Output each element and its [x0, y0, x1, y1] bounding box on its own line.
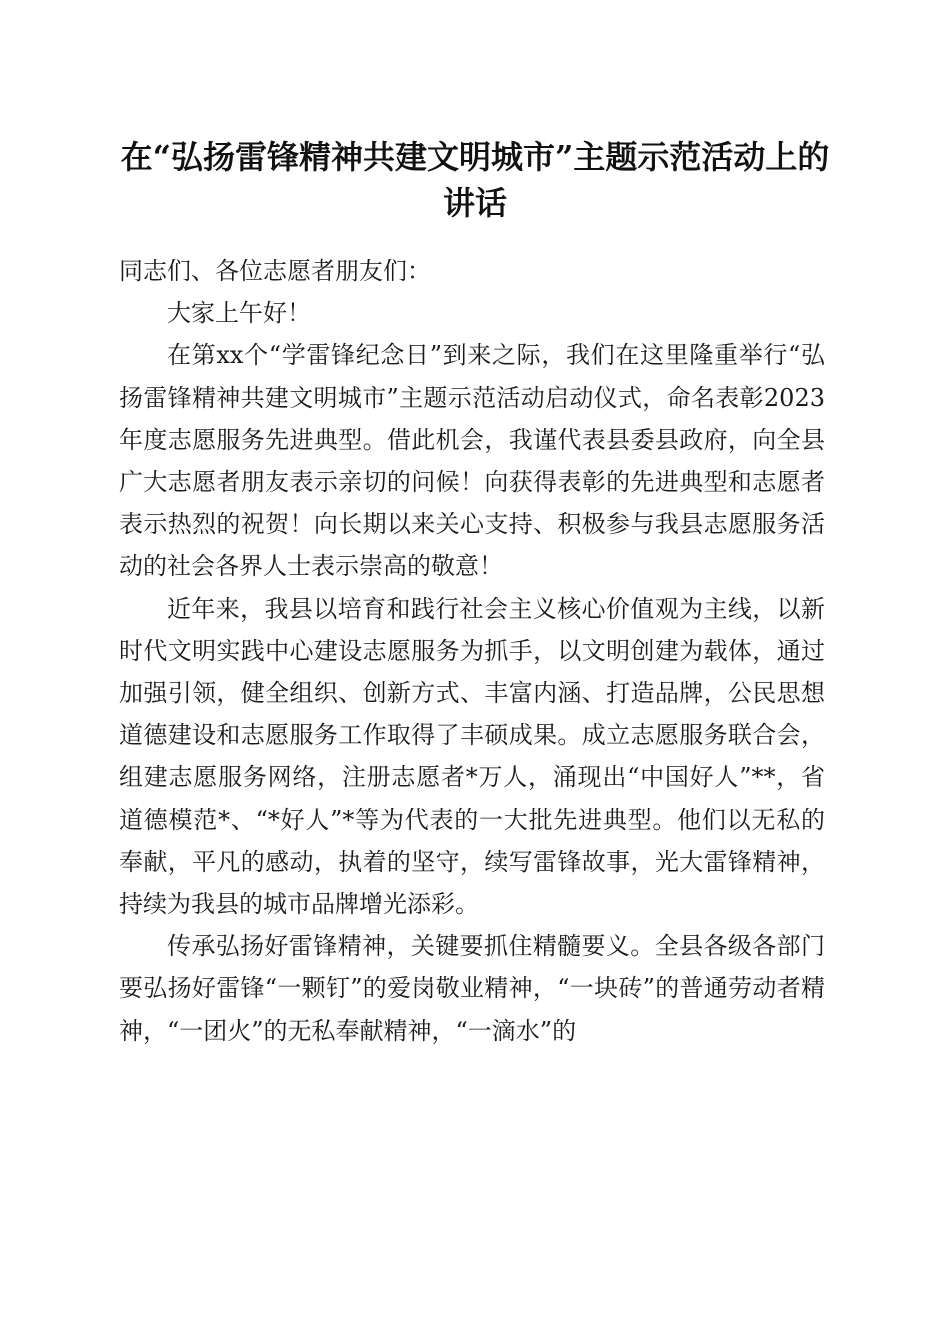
document-title: 在“弘扬雷锋精神共建文明城市”主题示范活动上的讲话: [120, 138, 830, 222]
paragraph-spirit: 传承弘扬好雷锋精神，关键要抓住精髓要义。全县各级各部门要弘扬好雷锋“一颗钉”的爱岗敬业精神，“一块砖”的普通劳动者精神，“一团火”的无私奉献精神，“一滴水”的: [119, 932, 825, 1045]
paragraph-achievements: 近年来，我县以培育和践行社会主义核心价值观为主线，以新时代文明实践中心建设志愿服务为抓手，以文明创建为载体，通过加强引领，健全组织、创新方式、丰富内涵、打造品牌，公民思想道德建设和志愿服务工作取得了丰硕成果。成立志愿服务联合会，组建志愿服务网络，注册志愿者*万人，涌现出“中国好人”**，省道德模范*、“*好人”*等为代表的一大批先进典型。他们以无私的奉献，平凡的感动，执着的坚守，续写雷锋故事，光大雷锋精神，持续为我县的城市品牌增光添彩。: [119, 594, 825, 919]
document-body: [119, 250, 825, 1052]
paragraph-opening: 在第xx个“学雷锋纪念日”到来之际，我们在这里隆重举行“弘扬雷锋精神共建文明城市”主题示范活动启动仪式，命名表彰2023年度志愿服务先进典型。借此机会，我谨代表县委县政府，向全县广大志愿者朋友表示亲切的问候！向获得表彰的先进典型和志愿者表示热烈的祝贺！向长期以来关心支持、积极参与我县志愿服务活动的社会各界人士表示崇高的敬意！: [119, 341, 825, 581]
salutation: 同志们、各位志愿者朋友们：: [119, 257, 431, 285]
paragraph-greeting: 大家上午好！: [167, 299, 311, 328]
